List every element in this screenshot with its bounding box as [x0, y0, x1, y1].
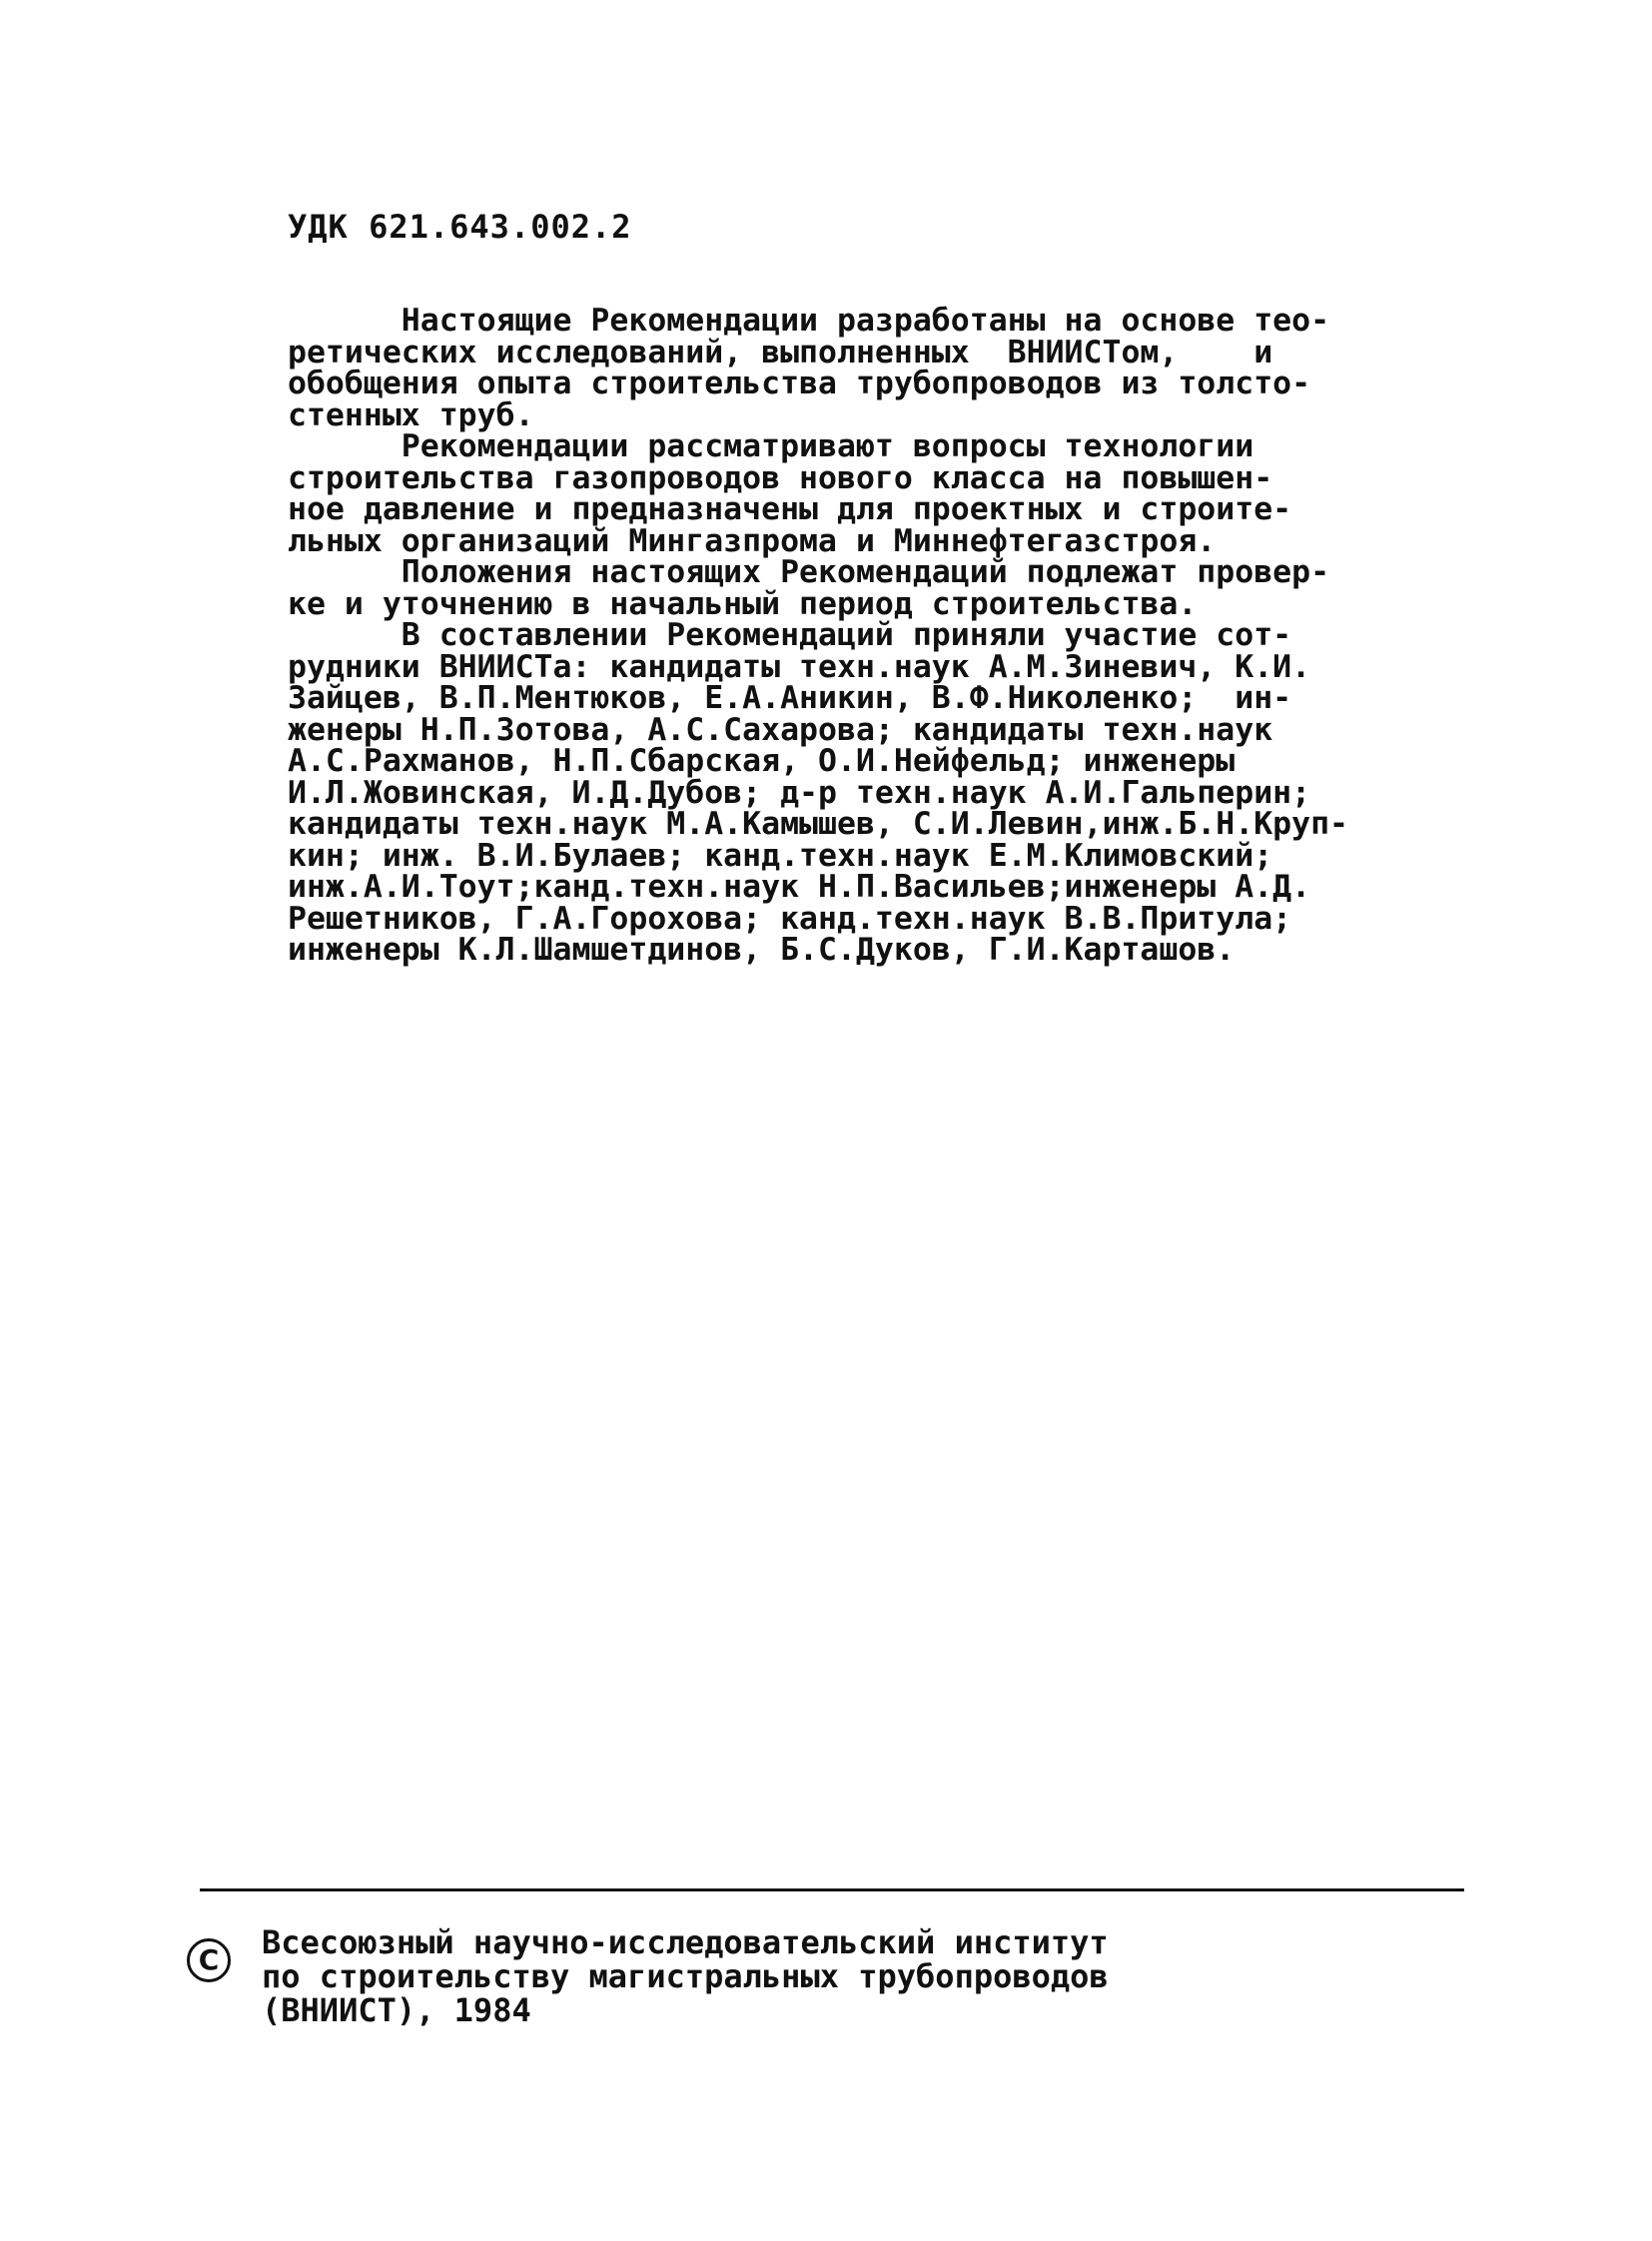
text-line: В составлении Рекомендаций приняли участие сот-	[288, 617, 1292, 653]
text-line: строительства газопроводов нового класса на повышен-	[288, 459, 1273, 496]
publisher-line: (ВНИИСТ), 1984	[262, 1991, 531, 2029]
text-line: льных организаций Мингазпрома и Миннефтегазстроя.	[288, 522, 1217, 559]
text-line: И.Л.Жовинская, И.Д.Дубов; д-р техн.наук А.И.Гальперин;	[288, 774, 1311, 811]
text-line: обобщения опыта строительства трубопроводов из толсто-	[288, 366, 1311, 401]
text-line: А.С.Рахманов, Н.П.Сбарская, О.И.Нейфельд; инженеры	[288, 743, 1236, 779]
publisher-block	[262, 1925, 1109, 2027]
publisher-line: по строительству магистральных трубопроводов	[262, 1957, 1109, 1995]
publisher-line: Всесоюзный научно-исследовательский институт	[262, 1923, 1109, 1961]
main-text	[288, 303, 1436, 968]
text-line: ке и уточнению в начальный период строительства.	[288, 585, 1198, 622]
text-line: Рекомендации рассматривают вопросы технологии	[288, 428, 1254, 464]
footer-divider	[200, 1888, 1464, 1891]
text-line: ное давление и предназначены для проектных и строите-	[288, 491, 1292, 527]
text-line: инженеры К.Л.Шамшетдинов, Б.С.Дуков, Г.И.Карташов.	[288, 932, 1236, 968]
text-line: кандидаты техн.наук М.А.Камышев, С.И.Левин,инж.Б.Н.Круп-	[288, 806, 1349, 842]
text-line: рудники ВНИИСТа: кандидаты техн.наук А.М.Зиневич, К.И.	[288, 648, 1311, 685]
text-line: стенных труб.	[288, 396, 534, 433]
copyright-icon: C	[187, 1938, 231, 1982]
text-line: Решетников, Г.А.Горохова; канд.техн.наук В.В.Притула;	[288, 900, 1292, 937]
text-line: инж.А.И.Тоут;канд.техн.наук Н.П.Васильев;инженеры А.Д.	[288, 869, 1311, 905]
text-line: Зайцев, В.П.Ментюков, Е.А.Аникин, В.Ф.Николенко; ин-	[288, 680, 1292, 716]
udk-code: УДК 621.643.002.2	[288, 208, 632, 246]
text-line: женеры Н.П.Зотова, А.С.Сахарова; кандидаты техн.наук	[288, 711, 1273, 748]
text-line: кин; инж. В.И.Булаев; канд.техн.наук Е.М.Климовский;	[288, 837, 1273, 874]
text-line: Настоящие Рекомендации разработаны на основе тео-	[288, 303, 1330, 339]
text-line: Положения настоящих Рекомендаций подлежат провер-	[288, 554, 1330, 590]
text-line: ретических исследований, выполненных ВНИИСТом, и	[288, 334, 1273, 371]
